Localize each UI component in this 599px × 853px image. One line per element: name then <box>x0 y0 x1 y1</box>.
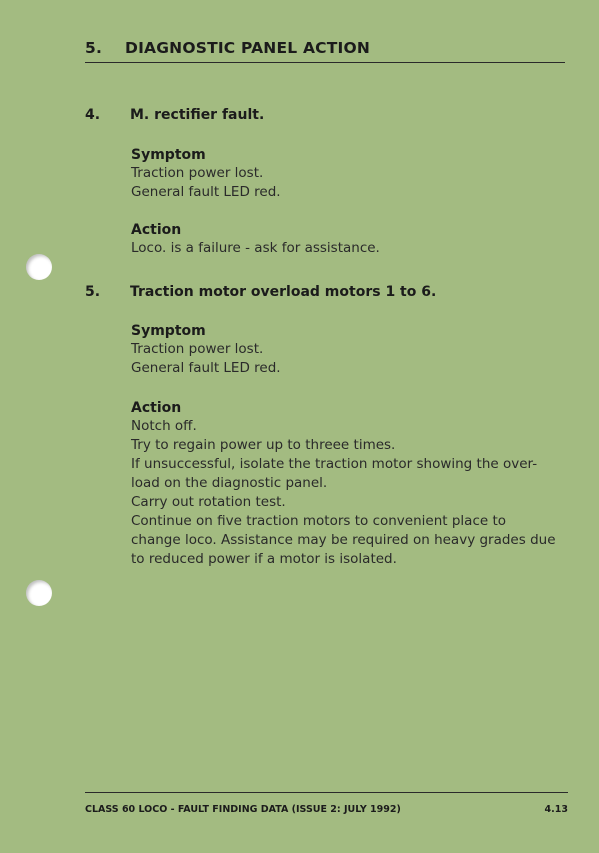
symptom-line: General fault LED red. <box>131 184 281 200</box>
symptom-label: Symptom <box>131 323 206 339</box>
item-5-heading <box>85 284 565 300</box>
symptom-line: General fault LED red. <box>131 360 281 376</box>
header-rule <box>85 62 565 63</box>
item-5-action <box>131 400 576 569</box>
action-line: change loco. Assistance may be required on heavy grades due <box>131 532 556 548</box>
page-number: 4.13 <box>544 804 568 815</box>
footer-rule <box>85 792 568 793</box>
section-header <box>85 39 565 57</box>
symptom-line: Traction power lost. <box>131 165 264 181</box>
punch-hole-top <box>26 254 52 280</box>
action-line: If unsuccessful, isolate the traction motor showing the over- <box>131 456 538 472</box>
item-5-title: Traction motor overload motors 1 to 6. <box>130 284 437 300</box>
action-line: Continue on five traction motors to convenient place to <box>131 513 507 529</box>
action-label: Action <box>131 400 182 416</box>
item-4-symptom <box>131 147 576 202</box>
page-footer <box>85 804 568 815</box>
action-line: Notch off. <box>131 418 197 434</box>
action-line: Carry out rotation test. <box>131 494 286 510</box>
section-title: DIAGNOSTIC PANEL ACTION <box>125 39 371 57</box>
action-line: Try to regain power up to threee times. <box>131 437 396 453</box>
item-4-action <box>131 222 576 258</box>
symptom-label: Symptom <box>131 147 206 163</box>
punch-hole-bottom <box>26 580 52 606</box>
item-5-symptom <box>131 323 576 378</box>
item-4-number: 4. <box>85 107 101 123</box>
action-line: load on the diagnostic panel. <box>131 475 328 491</box>
symptom-line: Traction power lost. <box>131 341 264 357</box>
action-line: to reduced power if a motor is isolated. <box>131 551 397 567</box>
item-4-heading <box>85 107 565 123</box>
item-4-title: M. rectifier fault. <box>130 107 265 123</box>
section-number: 5. <box>85 39 103 57</box>
action-label: Action <box>131 222 182 238</box>
action-line: Loco. is a failure - ask for assistance. <box>131 240 380 256</box>
footer-document-title: CLASS 60 LOCO - FAULT FINDING DATA (ISSUE 2: JULY 1992) <box>85 804 401 815</box>
item-5-number: 5. <box>85 284 101 300</box>
